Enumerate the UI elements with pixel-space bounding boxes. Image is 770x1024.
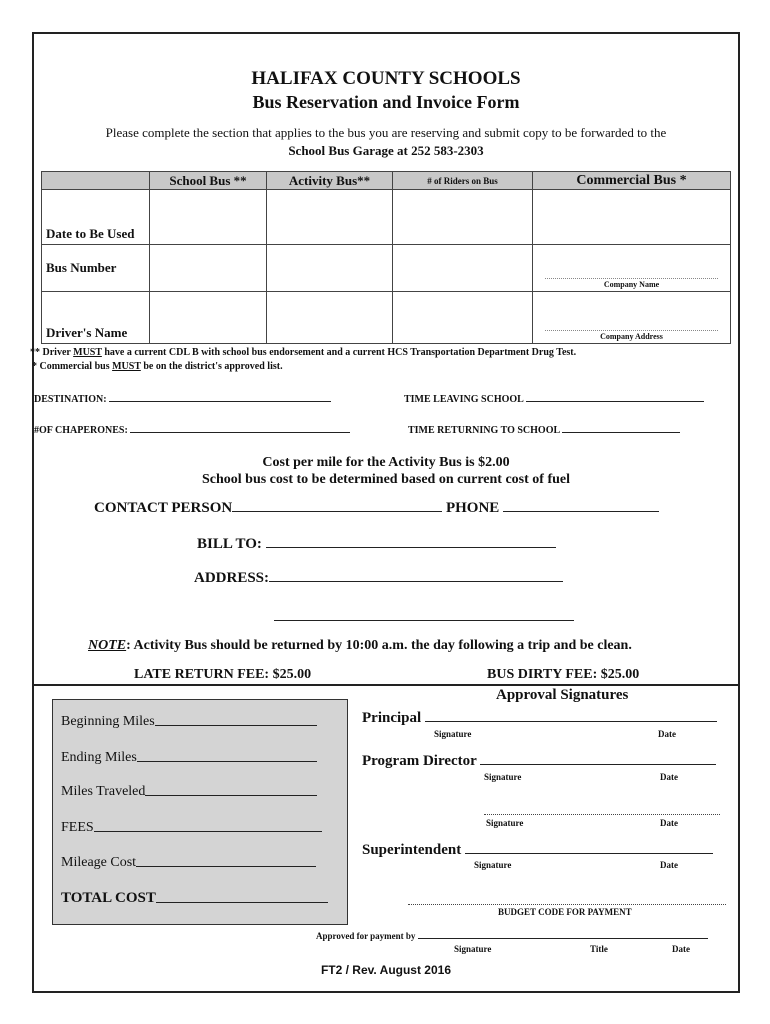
beginning-miles-label: Beginning Miles [61,714,155,729]
ending-miles-line[interactable] [137,761,317,762]
ending-miles-row[interactable] [61,750,137,766]
superintendent-field[interactable] [362,842,713,859]
budget-code-label: BUDGET CODE FOR PAYMENT [498,907,632,917]
form-subtitle: Bus Reservation and Invoice Form [252,92,520,112]
note-label: NOTE [88,638,127,653]
contact-person-field[interactable] [94,500,659,517]
superintendent-signature-line[interactable] [465,853,713,854]
date-label: Date [658,729,676,739]
form-revision: FT2 / Rev. August 2016 [320,963,452,977]
date-riders-cell[interactable] [393,190,533,245]
bus-number-school-bus-cell[interactable] [150,245,267,292]
signature-label: Signature [484,772,522,782]
time-returning-line[interactable] [562,432,680,433]
note-text: be on the district's approved list. [140,361,283,372]
bill-to-label: BILL TO: [197,536,262,552]
principal-field[interactable] [362,710,717,727]
must-emphasis: MUST [73,347,102,358]
date-label: Date [672,944,690,954]
principal-label: Principal [362,710,422,726]
header-school-bus: School Bus ** [150,172,267,190]
signature-label: Signature [486,818,524,828]
driver-requirement-note [30,347,576,358]
table-row [42,292,731,344]
program-director-field[interactable] [362,753,716,770]
miles-traveled-label: Miles Traveled [61,784,146,799]
commercial-bus-note [32,361,283,372]
program-director-label: Program Director [362,753,477,769]
address-field[interactable] [194,570,563,587]
mileage-cost-label: Mileage Cost [61,855,137,870]
date-label: Date [660,772,678,782]
date-label: Date [660,818,678,828]
date-label: Date [660,860,678,870]
time-leaving-line[interactable] [526,401,704,402]
header-empty-cell [42,172,150,190]
cost-summary-box [52,699,348,925]
activity-bus-cost-line: Cost per mile for the Activity Bus is $2.00 [262,455,510,470]
note-text: have a current CDL B with school bus endorsement and a current HCS Transportation Department Drug Test. [101,347,577,358]
table-row [42,190,731,245]
destination-line[interactable] [109,401,331,402]
header-activity-bus: Activity Bus** [267,172,393,190]
fees-label: FEES [61,820,94,835]
approved-for-payment-line[interactable] [418,938,708,939]
chaperones-line[interactable] [130,432,350,433]
row-label-bus-number: Bus Number [42,245,150,292]
date-activity-bus-cell[interactable] [267,190,393,245]
row-label-date: Date to Be Used [42,190,150,245]
header-commercial-bus: Commercial Bus * [533,172,731,190]
bus-dirty-fee: BUS DIRTY FEE: $25.00 [487,667,640,682]
signature-label: Signature [474,860,512,870]
late-return-fee: LATE RETURN FEE: $25.00 [134,667,312,682]
company-address-label: Company Address [545,330,718,341]
page-title: HALIFAX COUNTY SCHOOLS [251,68,521,89]
signature-label: Signature [454,944,492,954]
destination-label: DESTINATION: [34,394,107,405]
chaperones-label: #OF CHAPERONES: [34,425,128,436]
superintendent-label: Superintendent [362,842,462,858]
fees-row[interactable] [61,820,94,836]
miles-traveled-row[interactable] [61,784,145,800]
time-returning-field[interactable] [408,425,680,436]
return-note [88,638,632,654]
company-name-label: Company Name [545,278,718,289]
address-label: ADDRESS: [194,570,270,586]
extra-signature-line[interactable] [484,814,720,815]
section-divider [34,684,738,686]
company-address-cell[interactable] [533,292,731,344]
company-name-cell[interactable] [533,245,731,292]
approval-heading: Approval Signatures [496,687,629,703]
signature-label: Signature [434,729,472,739]
mileage-cost-line[interactable] [136,866,316,867]
driver-school-bus-cell[interactable] [150,292,267,344]
phone-line[interactable] [503,511,659,512]
beginning-miles-row[interactable] [61,714,155,730]
miles-traveled-line[interactable] [145,795,317,796]
contact-person-line[interactable] [232,511,442,512]
approved-for-payment-field[interactable] [316,931,708,941]
time-returning-label: TIME RETURNING TO SCHOOL [408,425,560,436]
address-line[interactable] [269,581,563,582]
row-label-driver-name: Driver's Name [42,292,150,344]
program-director-signature-line[interactable] [480,764,716,765]
table-header-row [42,172,731,190]
driver-riders-cell[interactable] [393,292,533,344]
address-line-2[interactable] [274,620,574,621]
instruction-line-2: School Bus Garage at 252 583-2303 [288,143,484,158]
return-note-text: : Activity Bus should be returned by 10:00 a.m. the day following a trip and be clean. [126,638,632,653]
budget-code-line[interactable] [408,904,726,905]
phone-label: PHONE [445,500,500,516]
beginning-miles-line[interactable] [155,725,317,726]
must-emphasis: MUST [112,361,141,372]
note-text: * Commercial bus [32,361,113,372]
ending-miles-label: Ending Miles [61,750,137,765]
date-commercial-bus-cell[interactable] [533,190,731,245]
date-school-bus-cell[interactable] [150,190,267,245]
table-row [42,245,731,292]
fees-line[interactable] [94,831,322,832]
principal-signature-line[interactable] [425,721,717,722]
contact-person-label: CONTACT PERSON [94,500,233,516]
time-leaving-field[interactable] [404,394,704,405]
approved-for-payment-label: Approved for payment by [316,931,416,941]
destination-field[interactable] [34,394,331,405]
title-label: Title [590,944,608,954]
total-cost-label: TOTAL COST [61,890,156,906]
mileage-cost-row[interactable] [61,855,136,871]
instruction-line-1: Please complete the section that applies to the bus you are reserving and submit copy to be forwarded to the [105,125,667,140]
bus-table [41,171,731,344]
bus-number-riders-cell[interactable] [393,245,533,292]
bus-number-activity-bus-cell[interactable] [267,245,393,292]
note-text: ** Driver [30,347,74,358]
school-bus-cost-line: School bus cost to be determined based on current cost of fuel [201,472,570,487]
driver-activity-bus-cell[interactable] [267,292,393,344]
time-leaving-label: TIME LEAVING SCHOOL [404,394,524,405]
bill-to-field[interactable] [197,536,556,553]
header-riders: # of Riders on Bus [393,172,533,190]
bill-to-line[interactable] [266,547,556,548]
chaperones-field[interactable] [34,425,350,436]
total-cost-row[interactable] [61,890,156,907]
total-cost-line[interactable] [156,902,328,903]
form-page [32,32,740,993]
